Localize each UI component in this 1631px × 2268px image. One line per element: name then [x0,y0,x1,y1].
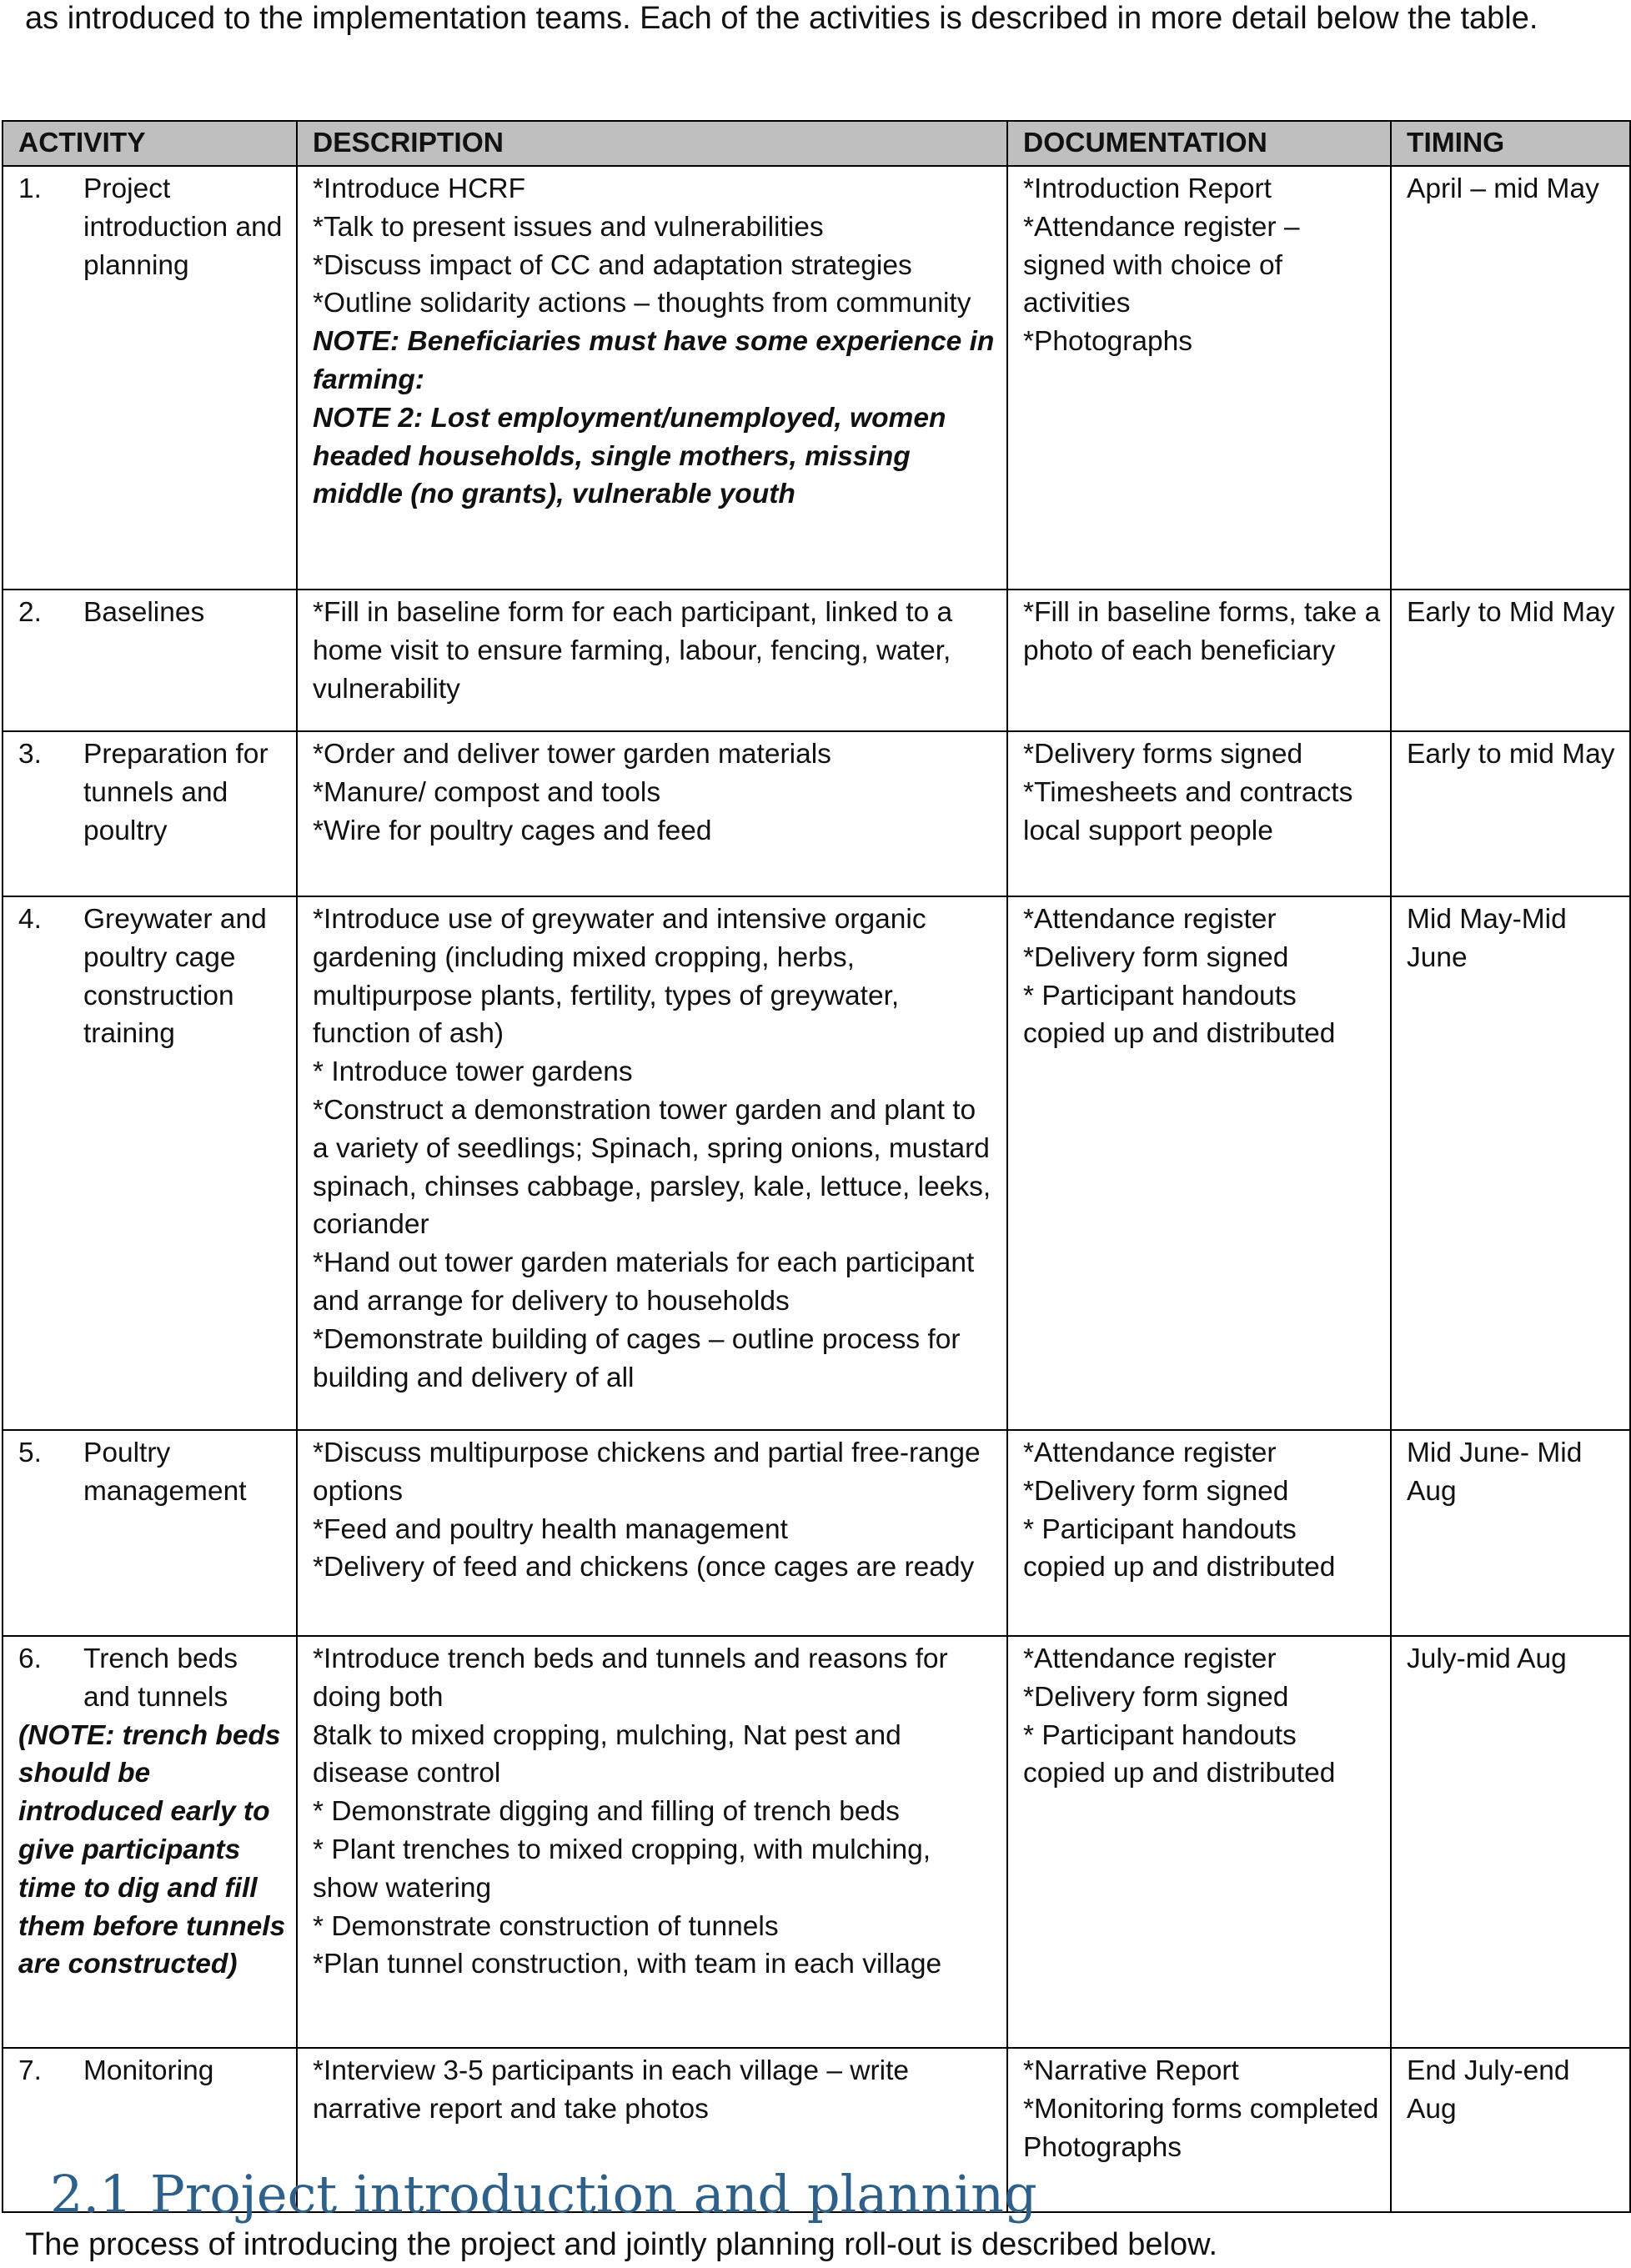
table-row [3,896,1630,1430]
description-line: *Talk to present issues and vulnerabilities [313,211,824,243]
timing-cell: End July-end Aug [1391,2048,1630,2212]
description-line: *Discuss impact of CC and adaptation strategies [313,249,912,281]
description-line: *Introduce trench beds and tunnels and reasons for doing both [313,1643,948,1713]
description-cell [297,590,1007,731]
description-line: *Feed and poultry health management [313,1513,788,1545]
activity-wrap [18,2052,288,2090]
documentation-cell [1007,1430,1391,1636]
activity-cell [3,1636,297,2048]
activity-number: 6. [18,1643,42,1674]
documentation-line: *Delivery form signed [1023,1475,1289,1507]
intro-paragraph: as introduced to the implementation teams. Each of the activities is described in more detail below the table. [25,1,1538,36]
header-description: DESCRIPTION [297,121,1007,166]
activity-name: Greywater and poultry cage construction training [83,904,267,1050]
activity-wrap [18,901,288,1053]
documentation-cell [1007,896,1391,1430]
documentation-line: *Narrative Report [1023,2055,1239,2086]
description-line: *Introduce HCRF [313,173,526,204]
table-row [3,731,1630,896]
activity-number: 7. [18,2055,42,2086]
description-cell [297,896,1007,1430]
table-row [3,590,1630,731]
description-line: *Fill in baseline form for each participant, linked to a home visit to ensure farming, labour, fencing, water, vulnerability [313,597,953,705]
activity-name: Trench beds and tunnels [83,1643,238,1713]
activity-number: 3. [18,739,42,770]
description-line: *Delivery of feed and chickens (once cages are ready [313,1552,975,1583]
documentation-line: *Monitoring forms completed [1023,2093,1379,2125]
description-line: *Introduce use of greywater and intensive organic gardening (including mixed cropping, herbs, multipurpose plants, fertility, types of greywater, function of ash) [313,904,926,1050]
documentation-line: *Attendance register [1023,1643,1277,1674]
activity-name: Project introduction and planning [83,173,283,281]
activity-cell [3,166,297,590]
documentation-line: *Delivery form signed [1023,941,1289,973]
activity-name: Baselines [83,597,205,628]
activity-cell [3,590,297,731]
activity-number: 4. [18,904,42,935]
description-cell [297,1636,1007,2048]
timing-cell: April – mid May [1391,166,1630,590]
description-line: *Construct a demonstration tower garden and plant to a variety of seedlings; Spinach, spring onions, mustard spinach, chinses cabbage, parsley, kale, lettuce, leeks, coriander [313,1094,991,1241]
activity-wrap [18,1640,288,1717]
description-cell [297,1430,1007,1636]
description-line: * Plant trenches to mixed cropping, with mulching, show watering [313,1834,931,1904]
description-line: * Introduce tower gardens [313,1056,633,1088]
table-row [3,1636,1630,2048]
documentation-line: * Participant handouts copied up and distributed [1023,980,1336,1050]
header-documentation: DOCUMENTATION [1007,121,1391,166]
documentation-cell [1007,590,1391,731]
documentation-line: *Introduction Report [1023,173,1272,204]
documentation-line: Photographs [1023,2131,1182,2163]
description-line: * Demonstrate digging and filling of trench beds [313,1796,900,1828]
timing-cell: Early to mid May [1391,731,1630,896]
documentation-line: *Photographs [1023,326,1193,358]
activity-name: Preparation for tunnels and poultry [83,739,268,846]
description-line: *Manure/ compost and tools [313,776,661,808]
description-line: *Demonstrate building of cages – outline process for building and delivery of all [313,1323,961,1393]
documentation-line: *Delivery form signed [1023,1681,1289,1713]
activities-table [2,120,1631,2213]
timing-cell: July-mid Aug [1391,1636,1630,2048]
timing-cell: Early to Mid May [1391,590,1630,731]
section-title: Project introduction and planning [150,2164,1037,2225]
header-activity: ACTIVITY [3,121,297,166]
activity-number: 2. [18,597,42,628]
activity-cell [3,731,297,896]
description-line: *Outline solidarity actions – thoughts from community [313,288,971,319]
description-note: NOTE: Beneficiaries must have some experience in farming: [313,326,995,395]
header-timing: TIMING [1391,121,1630,166]
documentation-line: *Attendance register – signed with choice of activities [1023,211,1300,319]
activity-name: Poultry management [83,1438,247,1507]
documentation-line: *Delivery forms signed [1023,739,1303,770]
activity-wrap [18,735,288,850]
documentation-line: *Fill in baseline forms, take a photo of each beneficiary [1023,597,1381,666]
description-line: *Discuss multipurpose chickens and partial free-range options [313,1438,981,1507]
timing-cell: Mid May-Mid June [1391,896,1630,1430]
description-line: *Order and deliver tower garden materials [313,739,831,770]
documentation-cell [1007,731,1391,896]
activity-cell [3,1430,297,1636]
description-note: NOTE 2: Lost employment/unemployed, women headed households, single mothers, missing middle (no grants), vulnerable youth [313,402,946,510]
description-line: * Demonstrate construction of tunnels [313,1910,779,1942]
documentation-line: * Participant handouts copied up and distributed [1023,1513,1336,1583]
description-line: *Plan tunnel construction, with team in each village [313,1949,942,1980]
activity-wrap [18,1434,288,1511]
section-heading [50,2161,1037,2228]
description-cell [297,166,1007,590]
description-line: *Wire for poultry cages and feed [313,815,712,846]
table-header-row [3,121,1630,166]
section-number: 2.1 [50,2164,133,2225]
timing-cell: Mid June- Mid Aug [1391,1430,1630,1636]
description-cell [297,731,1007,896]
documentation-cell [1007,2048,1391,2212]
activity-note: (NOTE: trench beds should be introduced early to give participants time to dig and fill them before tunnels are constructed) [18,1719,286,1980]
table-row [3,166,1630,590]
outro-paragraph: The process of introducing the project and jointly planning roll-out is described below. [25,2227,1218,2262]
documentation-line: *Timesheets and contracts local support people [1023,776,1353,846]
activity-wrap [18,594,288,632]
documentation-cell [1007,166,1391,590]
documentation-line: *Attendance register [1023,904,1277,935]
table-body [3,166,1630,2212]
activity-wrap [18,170,288,284]
activity-number: 1. [18,173,42,204]
documentation-cell [1007,1636,1391,2048]
documentation-line: *Attendance register [1023,1438,1277,1468]
documentation-line: * Participant handouts copied up and distributed [1023,1719,1336,1789]
activity-name: Monitoring [83,2055,214,2086]
activity-cell [3,896,297,1430]
description-line: *Hand out tower garden materials for each participant and arrange for delivery to households [313,1247,975,1317]
activity-number: 5. [18,1438,42,1468]
description-line: 8talk to mixed cropping, mulching, Nat pest and disease control [313,1719,901,1789]
table-row [3,1430,1630,1636]
description-line: *Interview 3-5 participants in each village – write narrative report and take photos [313,2055,910,2125]
